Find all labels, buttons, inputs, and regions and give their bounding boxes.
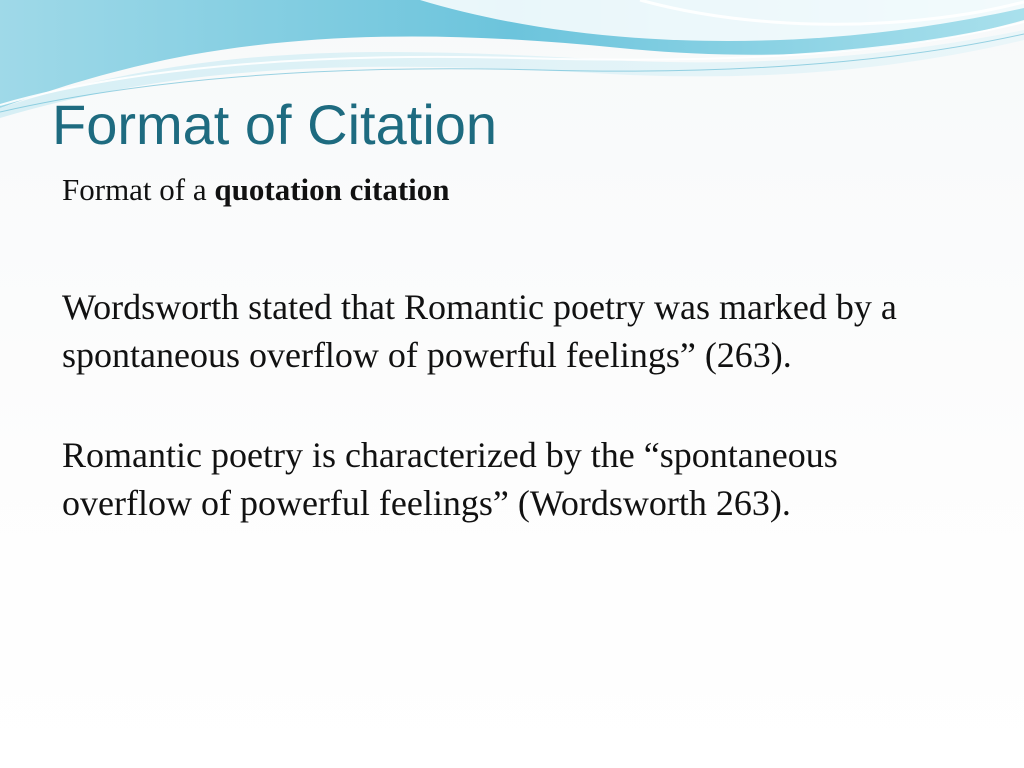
subtitle-prefix: Format of a	[62, 172, 215, 207]
slide-body	[62, 165, 922, 579]
subtitle-emphasis: quotation citation	[214, 172, 450, 207]
slide-title: Format of Citation	[52, 93, 498, 156]
slide-subtitle	[62, 165, 922, 215]
paragraph-paraphrase-example: Wordsworth stated that Romantic poetry was marked by a spontaneous overflow of powerful feelings” (263).	[62, 287, 897, 375]
paragraph-quotation-example: Romantic poetry is characterized by the “spontaneous overflow of powerful feelings” (Wordsworth 263).	[62, 435, 838, 523]
